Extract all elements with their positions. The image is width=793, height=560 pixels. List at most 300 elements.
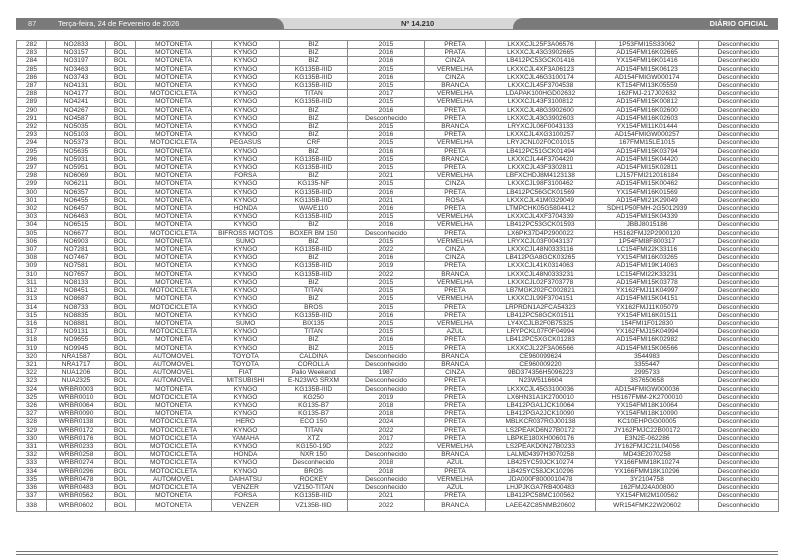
cell-engine-number: AD154FMIGW000257 [596,131,699,139]
cell-plate: NO6211 [47,180,106,188]
cell-brand: KYNGO [212,180,280,188]
cell-model: KG135-NF [280,180,348,188]
cell-item-number: 292 [17,123,47,131]
table-row [17,57,779,65]
cell-year: 2021 [348,196,425,204]
cell-plate: NO6457 [47,205,106,213]
cell-brand: KYNGO [212,303,280,311]
cell-location: BOL [106,172,136,180]
table-row [17,196,779,204]
cell-brand: KYNGO [212,467,280,475]
cell-year: Desconhecido [348,451,425,459]
cell-plate: NRA1587 [47,352,106,360]
cell-model: BOXER BM 150 [280,229,348,237]
cell-model: KG135B-IIID [280,213,348,221]
cell-item-number: 287 [17,82,47,90]
cell-plate: NO3743 [47,73,106,81]
cell-color: PRETA [425,492,486,500]
cell-engine-number: AD154FMI15K04151 [596,295,699,303]
cell-model: KG135B-IIID [280,311,348,319]
table-row [17,426,779,434]
table-row [17,73,779,81]
table-row [17,237,779,245]
cell-engine-number: YX154FMI16K01416 [596,57,699,65]
cell-brand: PEGASUS [212,139,280,147]
cell-status: Desconhecido [699,65,779,73]
cell-location: BOL [106,262,136,270]
cell-color: VERMELHA [425,221,486,229]
cell-vehicle-type: MOTONETA [136,155,212,163]
cell-chassis: MBLKCR037RGJ00138 [486,418,596,426]
cell-chassis: LB412PGA1JCK10064 [486,401,596,409]
cell-engine-number: AD154FMI15K02811 [596,164,699,172]
cell-model: KG250 [280,393,348,401]
cell-engine-number: YX154FMI11K01444 [596,123,699,131]
publication-title: DIÁRIO OFICIAL [709,19,768,28]
cell-location: BOL [106,303,136,311]
cell-brand: KYNGO [212,57,280,65]
cell-year: 2022 [348,246,425,254]
cell-model: KG135B-IIID [280,155,348,163]
cell-color: VERMELHA [425,475,486,483]
cell-vehicle-type: MOTOCICLETA [136,328,212,336]
cell-model: KG135B-IIID [280,262,348,270]
cell-engine-number: YX154FMI16K01511 [596,311,699,319]
cell-year: 2016 [348,49,425,57]
cell-location: BOL [106,229,136,237]
cell-color: PRETA [425,303,486,311]
cell-brand: KYNGO [212,246,280,254]
cell-plate: NO6677 [47,229,106,237]
cell-location: BOL [106,270,136,278]
cell-chassis: LKXXCJL45F3704538 [486,82,596,90]
cell-brand: KYNGO [212,254,280,262]
cell-chassis: LB412PC5XGCK01283 [486,336,596,344]
cell-vehicle-type: MOTOCICLETA [136,426,212,434]
cell-brand: KYNGO [212,106,280,114]
cell-color: PRETA [425,106,486,114]
cell-year: 2015 [348,155,425,163]
cell-engine-number: 154FMI1F012830 [596,319,699,327]
cell-brand: KYNGO [212,82,280,90]
cell-plate: WRBR0176 [47,434,106,442]
cell-year: 2016 [348,131,425,139]
cell-item-number: 290 [17,106,47,114]
cell-status: Desconhecido [699,213,779,221]
cell-plate: NO4587 [47,114,106,122]
cell-status: Desconhecido [699,500,779,512]
cell-plate: NO3463 [47,65,106,73]
cell-item-number: 332 [17,451,47,459]
cell-status: Desconhecido [699,262,779,270]
cell-location: BOL [106,246,136,254]
cell-color: CINZA [425,369,486,377]
cell-engine-number: AD154FMIGW000036 [596,385,699,393]
cell-chassis: LKXXCJL48N0333116 [486,246,596,254]
cell-plate: NUA2325 [47,377,106,385]
cell-year: 2016 [348,336,425,344]
table-row [17,492,779,500]
cell-brand: KYNGO [212,410,280,418]
cell-location: BOL [106,418,136,426]
cell-status: Desconhecido [699,377,779,385]
cell-chassis: LKXXCJL43G3902603 [486,114,596,122]
cell-location: BOL [106,451,136,459]
cell-status: Desconhecido [699,442,779,450]
table-row [17,262,779,270]
cell-item-number: 326 [17,401,47,409]
cell-chassis: LKXXCJL02F3703778 [486,278,596,286]
cell-location: BOL [106,90,136,98]
table-row [17,254,779,262]
cell-year: 2022 [348,442,425,450]
cell-plate: NO4177 [47,90,106,98]
cell-vehicle-type: MOTOCICLETA [136,393,212,401]
cell-plate: NO6463 [47,213,106,221]
cell-chassis: LAEE4ZC85NMB20602 [486,500,596,512]
table-row [17,205,779,213]
cell-status: Desconhecido [699,319,779,327]
publication-date: Terça-feira, 24 de Fevereiro de 2026 [58,19,180,28]
cell-vehicle-type: MOTOCICLETA [136,139,212,147]
cell-plate: NO9945 [47,344,106,352]
edition-number: Nº 14.210 [401,19,435,28]
cell-vehicle-type: MOTONETA [136,114,212,122]
cell-item-number: 296 [17,155,47,163]
cell-plate: NO2833 [47,41,106,49]
cell-vehicle-type: MOTONETA [136,123,212,131]
cell-chassis: 9BD374356H5096223 [486,369,596,377]
cell-year: 2015 [348,278,425,286]
cell-chassis: LB412PC51GCK01494 [486,147,596,155]
table-row [17,295,779,303]
table-row [17,180,779,188]
cell-year: 2015 [348,139,425,147]
cell-chassis: LB425YC59JCK10274 [486,459,596,467]
cell-plate: WRBR0010 [47,393,106,401]
cell-chassis: CE960099624 [486,352,596,360]
vehicle-table [16,40,779,512]
cell-color: PRETA [425,393,486,401]
cell-engine-number: 1P53FMI15S33062 [596,41,699,49]
cell-status: Desconhecido [699,188,779,196]
cell-item-number: 313 [17,295,47,303]
cell-color: PRETA [425,377,486,385]
cell-status: Desconhecido [699,328,779,336]
cell-year: 1987 [348,369,425,377]
cell-plate: WRBR0258 [47,451,106,459]
cell-chassis: LKXXCJL25F3A06576 [486,41,596,49]
cell-location: BOL [106,196,136,204]
cell-color: PRETA [425,426,486,434]
cell-brand: HONDA [212,451,280,459]
table-row [17,164,779,172]
cell-color: AZUL [425,459,486,467]
cell-engine-number: YX162FMJ15K04994 [596,328,699,336]
cell-vehicle-type: AUTOMÓVEL [136,377,212,385]
cell-color: AZUL [425,483,486,491]
cell-brand: MITSUBISHI [212,377,280,385]
cell-color: PRETA [425,410,486,418]
cell-model: KG135B-IIID [280,164,348,172]
cell-location: BOL [106,336,136,344]
cell-location: BOL [106,123,136,131]
cell-year: 2015 [348,328,425,336]
cell-model: BIZ [280,172,348,180]
cell-vehicle-type: MOTONETA [136,57,212,65]
cell-year: 2019 [348,393,425,401]
footer-rule [16,551,778,555]
cell-location: BOL [106,385,136,393]
cell-engine-number: 3Y2104758 [596,475,699,483]
cell-status: Desconhecido [699,451,779,459]
cell-item-number: 330 [17,434,47,442]
cell-item-number: 331 [17,442,47,450]
cell-model: KG135B-IIID [280,196,348,204]
cell-color: VERMELHA [425,237,486,245]
cell-vehicle-type: MOTONETA [136,237,212,245]
cell-location: BOL [106,114,136,122]
cell-year: 2018 [348,459,425,467]
table-row [17,369,779,377]
cell-vehicle-type: MOTONETA [136,49,212,57]
table-row [17,90,779,98]
page-header [16,18,778,30]
cell-item-number: 302 [17,205,47,213]
table-row [17,270,779,278]
cell-status: Desconhecido [699,278,779,286]
cell-year: 2015 [348,65,425,73]
cell-vehicle-type: MOTONETA [136,188,212,196]
cell-status: Desconhecido [699,360,779,368]
cell-color: VERMELHA [425,139,486,147]
cell-color: PRETA [425,164,486,172]
table-row [17,475,779,483]
cell-year: 2015 [348,303,425,311]
cell-chassis: LDAPAK100HGD02632 [486,90,596,98]
table-row [17,147,779,155]
cell-item-number: 338 [17,500,47,512]
cell-vehicle-type: MOTOCICLETA [136,418,212,426]
cell-plate: WRBR0562 [47,492,106,500]
cell-item-number: 336 [17,483,47,491]
cell-engine-number: LC154FMI22K33231 [596,270,699,278]
cell-status: Desconhecido [699,418,779,426]
cell-item-number: 325 [17,393,47,401]
cell-vehicle-type: MOTONETA [136,73,212,81]
cell-engine-number: YX154FMI18K10090 [596,410,699,418]
cell-location: BOL [106,328,136,336]
cell-model: BIZ [280,237,348,245]
cell-color: CINZA [425,73,486,81]
cell-model: BIZ [280,57,348,65]
cell-chassis: LKXXCJL45G3100036 [486,385,596,393]
cell-engine-number: YX162FMJ11K04997 [596,287,699,295]
cell-item-number: 334 [17,467,47,475]
cell-model: KG150-19D [280,442,348,450]
cell-engine-number: AD154FMI16K02982 [596,336,699,344]
cell-engine-number: JY162FMJC21L04056 [596,442,699,450]
table-row [17,49,779,57]
cell-status: Desconhecido [699,131,779,139]
cell-location: BOL [106,492,136,500]
cell-engine-number: E3N2E-062286 [596,434,699,442]
cell-vehicle-type: MOTONETA [136,164,212,172]
cell-item-number: 301 [17,196,47,204]
cell-vehicle-type: AUTOMÓVEL [136,360,212,368]
cell-item-number: 321 [17,360,47,368]
cell-chassis: N23W5116604 [486,377,596,385]
cell-year: 2015 [348,180,425,188]
cell-location: BOL [106,442,136,450]
cell-model: BIZ [280,295,348,303]
cell-year: 2015 [348,344,425,352]
cell-year: 2015 [348,82,425,90]
cell-color: CINZA [425,254,486,262]
table-row [17,287,779,295]
cell-year: 2016 [348,57,425,65]
cell-color: BRANCA [425,451,486,459]
cell-item-number: 333 [17,459,47,467]
cell-location: BOL [106,147,136,155]
cell-year: 2024 [348,418,425,426]
cell-location: BOL [106,352,136,360]
cell-color: PRATA [425,49,486,57]
cell-model: BIZ [280,278,348,286]
cell-chassis: LKXXCJL99F3704151 [486,295,596,303]
cell-plate: NRA1717 [47,360,106,368]
cell-location: BOL [106,401,136,409]
cell-year: 2016 [348,254,425,262]
table-row [17,106,779,114]
cell-item-number: 300 [17,188,47,196]
cell-status: Desconhecido [699,114,779,122]
cell-brand: KYNGO [212,336,280,344]
cell-item-number: 317 [17,328,47,336]
cell-item-number: 324 [17,385,47,393]
cell-year: 2016 [348,147,425,155]
cell-plate: NO7581 [47,262,106,270]
cell-status: Desconhecido [699,492,779,500]
cell-plate: WRBR0138 [47,418,106,426]
cell-model: TITAN [280,287,348,295]
cell-model: VZ150-TITAN [280,483,348,491]
cell-location: BOL [106,180,136,188]
table-row [17,336,779,344]
cell-model: KG135B-IIID [280,246,348,254]
cell-vehicle-type: MOTONETA [136,319,212,327]
cell-model: TITAN [280,426,348,434]
cell-chassis: LB412PC53GCK01416 [486,57,596,65]
cell-status: Desconhecido [699,385,779,393]
cell-item-number: 318 [17,336,47,344]
cell-year: Desconhecido [348,475,425,483]
cell-engine-number: HS162FMJ2P2900120 [596,229,699,237]
cell-vehicle-type: AUTOMÓVEL [136,475,212,483]
cell-status: Desconhecido [699,467,779,475]
cell-location: BOL [106,98,136,106]
cell-vehicle-type: MOTONETA [136,401,212,409]
cell-item-number: 304 [17,221,47,229]
table-row [17,213,779,221]
cell-engine-number: AD154FMI15K04420 [596,155,699,163]
cell-model: BIZ [280,41,348,49]
cell-year: 2018 [348,467,425,475]
cell-color: VERMELHA [425,65,486,73]
table-row [17,418,779,426]
cell-brand: KYNGO [212,278,280,286]
cell-brand: HONDA [212,205,280,213]
cell-plate: NO5035 [47,123,106,131]
cell-brand: KYNGO [212,114,280,122]
cell-chassis: LBFXCHDJ8M4123138 [486,172,596,180]
cell-chassis: LB412PGA2JCK10090 [486,410,596,418]
cell-engine-number: 167FMM15LE1015 [596,139,699,147]
cell-location: BOL [106,164,136,172]
cell-chassis: LY4XCJLB2F0B75325 [486,319,596,327]
cell-year: Desconhecido [348,483,425,491]
cell-item-number: 303 [17,213,47,221]
cell-color: PRETA [425,229,486,237]
cell-status: Desconhecido [699,475,779,483]
cell-plate: NO8881 [47,319,106,327]
table-row [17,311,779,319]
cell-status: Desconhecido [699,483,779,491]
cell-brand: KYNGO [212,426,280,434]
cell-chassis: LKXXCJL43F3302811 [486,164,596,172]
cell-item-number: 285 [17,65,47,73]
cell-plate: NO8835 [47,311,106,319]
cell-vehicle-type: MOTOCICLETA [136,459,212,467]
cell-item-number: 311 [17,278,47,286]
cell-brand: SUMO [212,319,280,327]
cell-item-number: 293 [17,131,47,139]
cell-chassis: LKXXCJL41K0314063 [486,262,596,270]
cell-vehicle-type: MOTONETA [136,344,212,352]
cell-vehicle-type: MOTONETA [136,172,212,180]
cell-plate: WRBR0233 [47,442,106,450]
cell-year: 2018 [348,410,425,418]
cell-status: Desconhecido [699,303,779,311]
cell-model: KG135B-IIID [280,492,348,500]
cell-vehicle-type: MOTONETA [136,196,212,204]
cell-chassis: LS2PEAKD6N27B0172 [486,426,596,434]
cell-status: Desconhecido [699,82,779,90]
table-row [17,319,779,327]
cell-status: Desconhecido [699,459,779,467]
table-row [17,41,779,49]
table-row [17,123,779,131]
cell-brand: KYNGO [212,287,280,295]
cell-status: Desconhecido [699,336,779,344]
cell-brand: TOYOTA [212,360,280,368]
cell-year: 2017 [348,90,425,98]
cell-plate: WRBR0090 [47,410,106,418]
cell-color: BRANCA [425,155,486,163]
cell-color: PRETA [425,188,486,196]
cell-vehicle-type: MOTONETA [136,410,212,418]
table-row [17,188,779,196]
table-row [17,360,779,368]
cell-vehicle-type: MOTONETA [136,500,212,512]
cell-item-number: 299 [17,180,47,188]
cell-year: 2015 [348,41,425,49]
cell-model: KG135-B7 [280,401,348,409]
cell-vehicle-type: MOTONETA [136,131,212,139]
cell-engine-number: AD154FMI15K06566 [596,344,699,352]
cell-item-number: 305 [17,229,47,237]
cell-location: BOL [106,139,136,147]
